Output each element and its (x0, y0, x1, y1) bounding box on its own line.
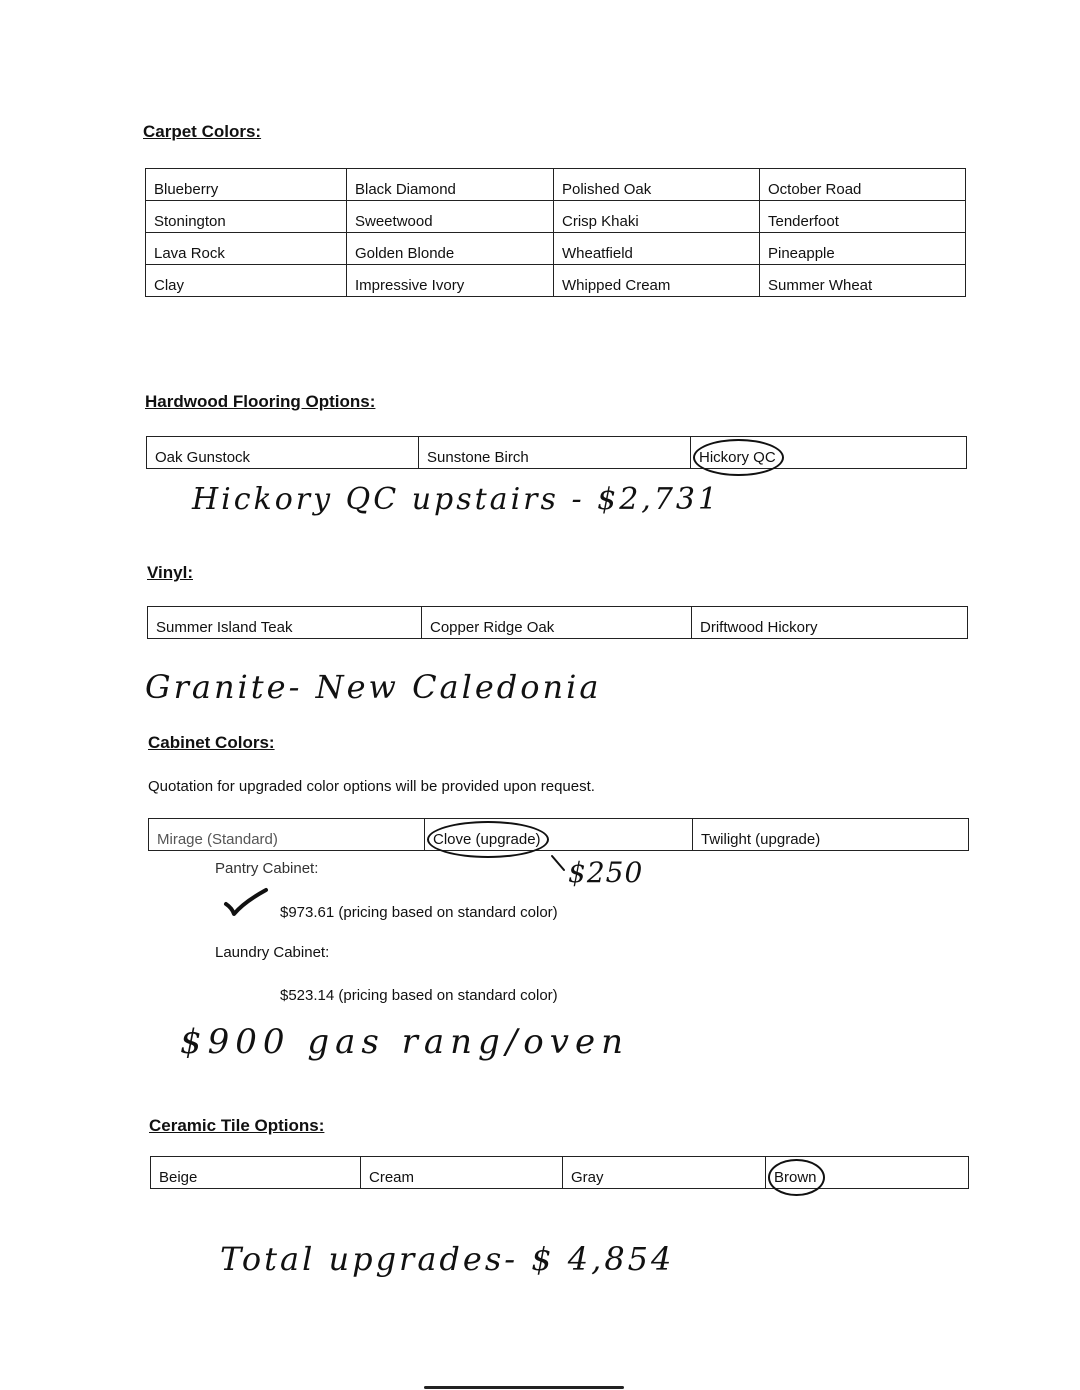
ceramic-option: Cream (361, 1157, 563, 1189)
hardwood-heading: Hardwood Flooring Options: (145, 392, 376, 411)
checkmark-icon (222, 884, 272, 920)
vinyl-option: Driftwood Hickory (692, 607, 968, 639)
table-cell: Polished Oak (554, 169, 760, 201)
cabinet-heading: Cabinet Colors: (148, 733, 275, 752)
circle-mark-icon (427, 821, 549, 858)
table-cell: Wheatfield (554, 233, 760, 265)
table-row (147, 437, 967, 469)
table-cell: Pineapple (760, 233, 966, 265)
table-row (146, 265, 966, 297)
hardwood-handwritten-note: Hickory QC upstairs - $2,731 (192, 482, 721, 517)
hardwood-option-label: Hickory QC (699, 449, 776, 466)
table-cell: Golden Blonde (347, 233, 554, 265)
circle-mark-icon (693, 439, 784, 476)
circled-selection (699, 449, 776, 466)
ceramic-table (150, 1156, 969, 1189)
carpet-table (145, 168, 966, 297)
table-cell: Tenderfoot (760, 201, 966, 233)
vinyl-table (147, 606, 968, 639)
ceramic-option-selected (766, 1157, 969, 1189)
vinyl-option: Summer Island Teak (148, 607, 422, 639)
table-row (146, 233, 966, 265)
ceramic-heading: Ceramic Tile Options: (149, 1116, 325, 1135)
circled-selection (433, 831, 541, 848)
table-cell: Clay (146, 265, 347, 297)
vinyl-option: Copper Ridge Oak (422, 607, 692, 639)
ceramic-option: Beige (151, 1157, 361, 1189)
cabinet-option: Mirage (Standard) (149, 819, 425, 851)
vinyl-heading: Vinyl: (147, 563, 193, 582)
circle-mark-icon (768, 1159, 825, 1196)
cabinet-option-label: Clove (upgrade) (433, 831, 541, 848)
range-handwritten-note: $900 gas rang/oven (180, 1022, 629, 1062)
circled-selection (774, 1169, 817, 1186)
table-cell: Impressive Ivory (347, 265, 554, 297)
table-cell: Blueberry (146, 169, 347, 201)
table-row (151, 1157, 969, 1189)
pantry-cabinet-price: $973.61 (pricing based on standard color) (280, 904, 558, 921)
cabinet-quotation-text: Quotation for upgraded color options will be provided upon request. (148, 778, 595, 795)
cabinet-option: Twilight (upgrade) (693, 819, 969, 851)
table-cell: Lava Rock (146, 233, 347, 265)
page-edge-mark (424, 1386, 624, 1389)
hardwood-table (146, 436, 967, 469)
table-row (148, 607, 968, 639)
table-cell: Stonington (146, 201, 347, 233)
table-cell: Summer Wheat (760, 265, 966, 297)
hardwood-option: Sunstone Birch (419, 437, 691, 469)
cabinet-table (148, 818, 969, 851)
laundry-cabinet-price: $523.14 (pricing based on standard color) (280, 987, 558, 1004)
ceramic-option-label: Brown (774, 1169, 817, 1186)
granite-handwritten-note: Granite- New Caledonia (145, 668, 602, 706)
table-row (146, 169, 966, 201)
hardwood-option: Oak Gunstock (147, 437, 419, 469)
table-cell: October Road (760, 169, 966, 201)
hardwood-option-selected (691, 437, 967, 469)
table-cell: Crisp Khaki (554, 201, 760, 233)
laundry-cabinet-label: Laundry Cabinet: (215, 944, 330, 961)
total-upgrades-note: Total upgrades- $ 4,854 (220, 1240, 675, 1278)
ceramic-option: Gray (563, 1157, 766, 1189)
table-cell: Whipped Cream (554, 265, 760, 297)
table-cell: Sweetwood (347, 201, 554, 233)
cabinet-upgrade-price-note: $250 (568, 856, 644, 889)
table-cell: Black Diamond (347, 169, 554, 201)
table-row (146, 201, 966, 233)
carpet-heading: Carpet Colors: (143, 122, 262, 141)
table-row (149, 819, 969, 851)
cabinet-option-selected (425, 819, 693, 851)
pantry-cabinet-label: Pantry Cabinet: (215, 860, 319, 877)
